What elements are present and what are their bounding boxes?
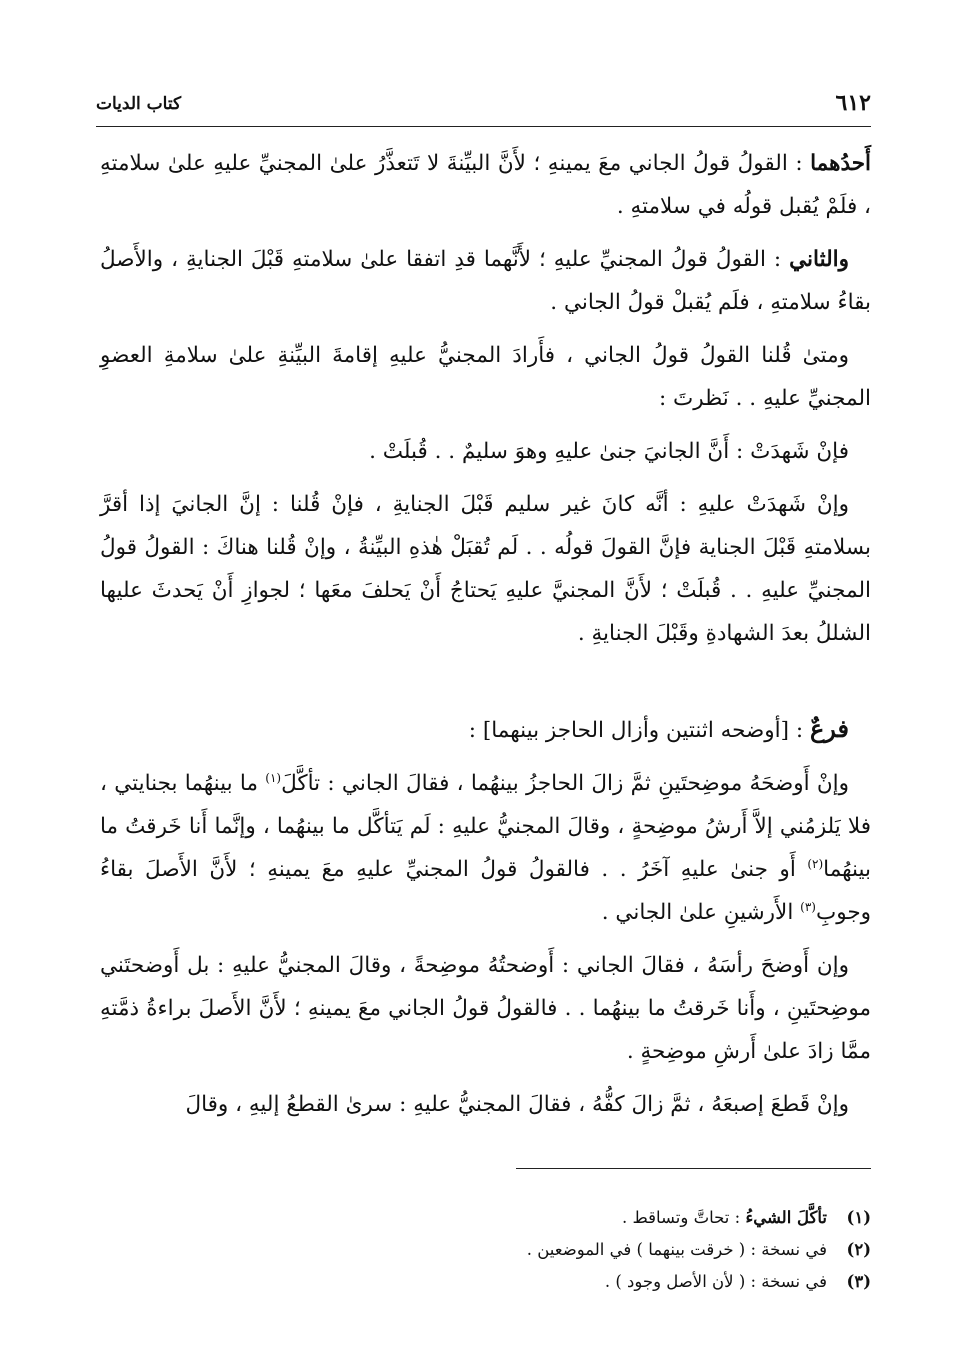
paragraph	[100, 430, 871, 473]
paragraph-text: : القولُ قولُ الجاني معَ يمينهِ ؛ لأَنَّ البيِّنةَ لا تَتعذَّرُ علىٰ المجنيِّ عليهِ علىٰ سلامتهِ ، فلَمْ يُقبل قولُه في سلامتهِ .	[100, 151, 871, 219]
paragraph-text: وإنْ قَطعَ إصبعَهُ ، ثمَّ زالَ كفُّهُ ، فقالَ المجنيُّ عليهِ : سرىٰ القطعُ إليهِ ، وقالَ	[185, 1092, 849, 1117]
paragraph-lead: أَحدُهما	[810, 151, 871, 176]
paragraph	[100, 334, 871, 420]
running-title: كتاب الديات	[96, 94, 182, 114]
footnote-divider	[516, 1168, 871, 1169]
paragraph-text: الأَرشينِ علىٰ الجاني .	[601, 900, 801, 925]
paragraph-text: وإنْ أَوضحَهُ موضِحتَينِ ثمَّ زالَ الحاجزُ بينهُما ، فقالَ الجاني : تأكَّلَ	[281, 771, 849, 796]
footnotes	[100, 1202, 871, 1298]
branch-title: : [أوضحه اثنتين وأزال الحاجز بينهما] :	[468, 718, 810, 743]
paragraph-second-opinion	[100, 238, 871, 324]
footnote-text: : تحاتَّ وتساقط .	[621, 1208, 746, 1227]
branch-heading	[100, 707, 871, 752]
footnote-number: (١)	[846, 1208, 871, 1227]
paragraph	[100, 1083, 871, 1126]
footnote-number: (٣)	[846, 1272, 871, 1291]
paragraph-text: وإن أَوضحَ رأسَهُ ، فقالَ الجاني : أَوضحتُهُ موضِحةً ، وقالَ المجنيُّ عليهِ : بل أَوضحتَني موضِحتَينِ ، وأَنا خَرقتُ ما بينهُما . . فالقولُ قولُ الجاني معَ يمينهِ ؛ لأَنَّ الأَصلَ براءةُ ذمَّتهِ ممَّا زادَ علىٰ أَرشِ موضِحةٍ .	[100, 953, 871, 1064]
paragraph-text: ما بينهُما بجنايتي ، فلا يَلزمُني إلاَّ أَرشُ موضِحةٍ ، وقالَ المجنيُّ عليهِ : لَم يَتأكَّل ما بينهُما ، وإنَّما أَنا خَرقتُ ما بينهُما	[100, 771, 871, 882]
section-gap	[100, 665, 871, 707]
paragraph-first-opinion	[100, 142, 871, 228]
paragraph	[100, 762, 871, 934]
footnote	[100, 1234, 871, 1266]
footnote-text: في نسخة : ( لأن الأصل وجود ) .	[604, 1272, 827, 1291]
paragraph-text: ومتىٰ قُلنا القولُ قولُ الجاني ، فأَرادَ المجنيُّ عليهِ إقامةَ البيِّنةِ علىٰ سلامةِ العضوِ المجنيِّ عليهِ . . نَظرتَ :	[100, 343, 871, 411]
paragraph-text: وإنْ شَهدَتْ عليهِ : أنَّه كانَ غير سليم قَبْلَ الجنايةِ ، فإنْ قُلنا : إنَّ الجانيَ إذا أقرَّ بسلامتهِ قَبْلَ الجناية فإنَّ القولَ قولُه . . لَم تُقبَلْ هٰذهِ البيِّنةُ ، وإنْ قُلنا هناكَ : القولُ قولُ المجنيِّ عليهِ . . قُبلَتْ ؛ لأَنَّ المجنيَّ عليهِ يَحتاجُ أَنْ يَحلفَ معَها ؛ لجوازِ أَنْ يَحدثَ عليها الشللُ بعدَ الشهادةِ وقَبْلَ الجنايةِ .	[100, 492, 871, 646]
branch-label: فرعٌ	[809, 714, 849, 743]
footnote	[100, 1266, 871, 1298]
footnote-ref[interactable]: (٢)	[807, 856, 824, 871]
paragraph	[100, 483, 871, 655]
paragraph-text: : القولُ قولُ المجنيِّ عليهِ ؛ لأَنَّهما قدِ اتفقا علىٰ سلامتهِ قَبْلَ الجنايةِ ، والأَصلُ بقاءُ سلامتهِ ، فلَم يُقبلْ قولُ الجاني .	[100, 247, 871, 315]
paragraph-text: فإنْ شَهدَتْ : أَنَّ الجانيَ جنىٰ عليهِ وهوَ سليمٌ . . قُبلَتْ .	[369, 439, 849, 464]
footnote-number: (٢)	[846, 1240, 871, 1259]
paragraph	[100, 944, 871, 1073]
paragraph-text: أَو جنىٰ عليهِ آخَرُ . . فالقولُ قولُ المجنيِّ عليهِ معَ يمينهِ ؛ لأَنَّ الأَصلَ بقاءُ وجوبِ	[100, 857, 871, 925]
footnote	[100, 1202, 871, 1234]
page-header	[96, 88, 871, 127]
footnote-text: في نسخة : ( خرقت بينهما ) في الموضعين .	[526, 1240, 827, 1259]
page-number: ٦١٢	[835, 90, 871, 116]
main-text	[100, 142, 871, 1136]
footnote-ref[interactable]: (٣)	[800, 899, 816, 914]
paragraph-lead: والثاني	[789, 247, 849, 272]
footnote-ref[interactable]: (١)	[265, 770, 282, 785]
footnote-term: تأكَّلَ الشيءُ	[745, 1208, 827, 1227]
